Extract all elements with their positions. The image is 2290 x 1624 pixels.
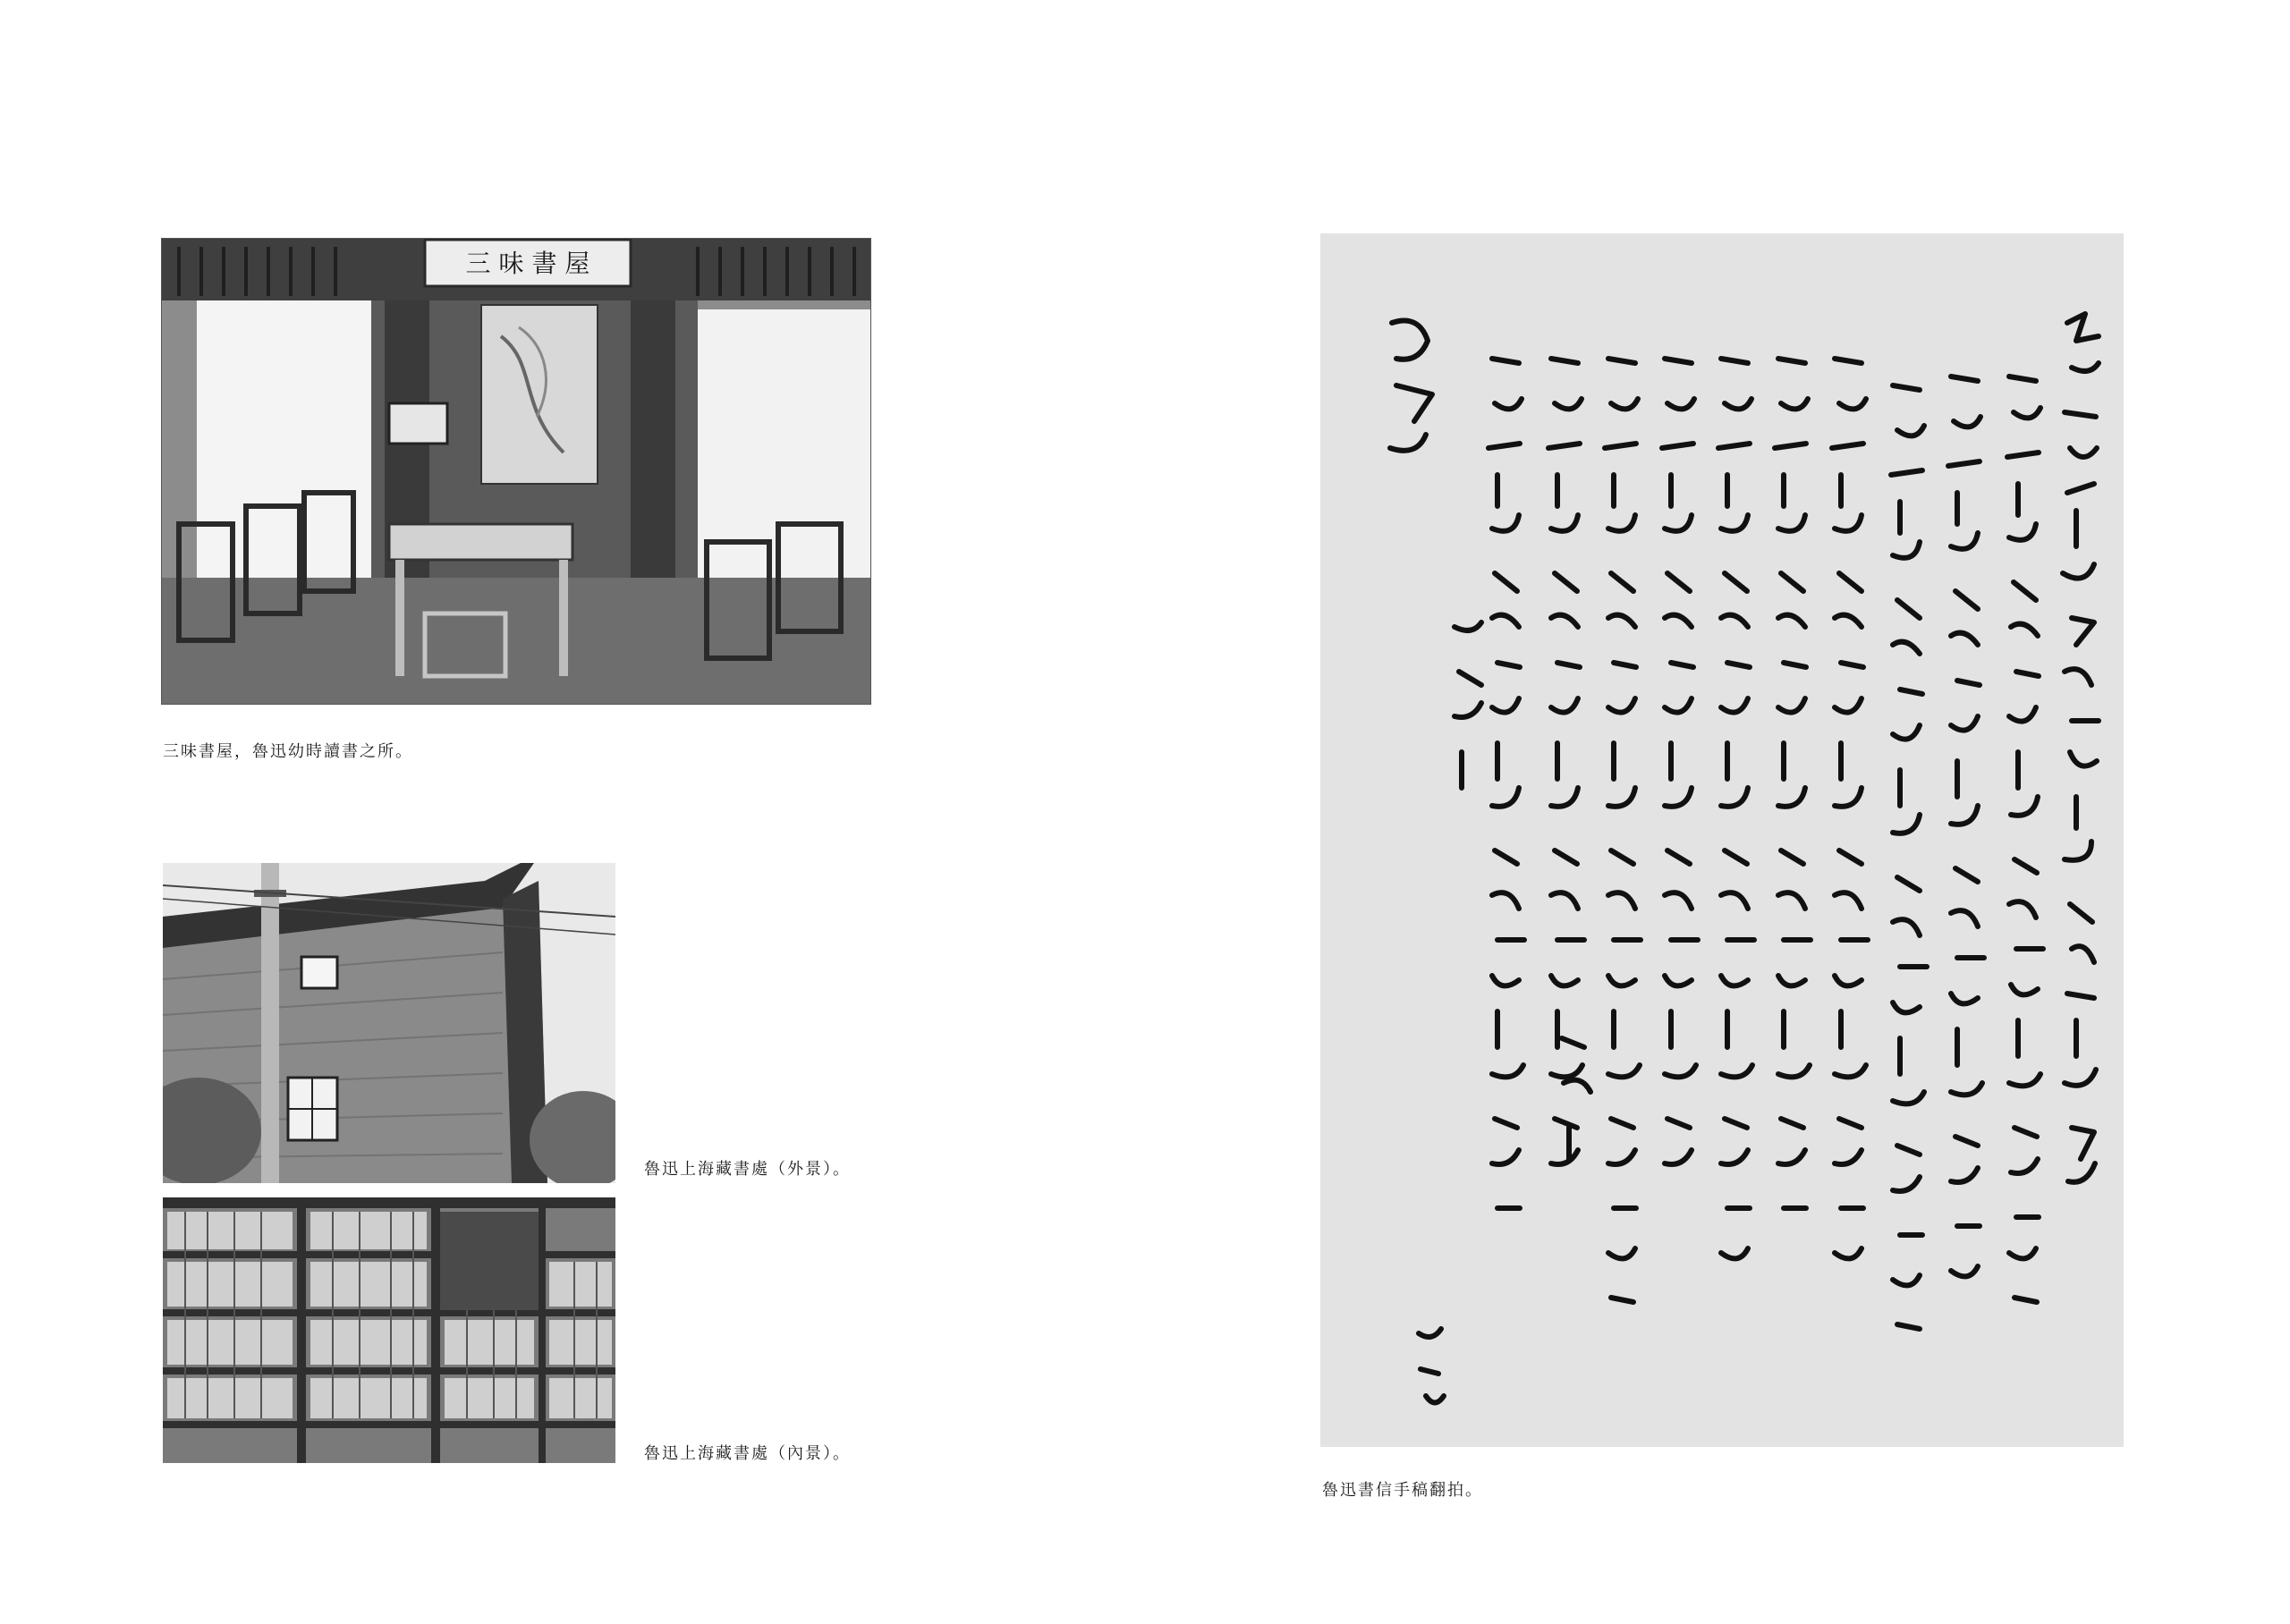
right-page xyxy=(1145,0,2290,1624)
book-storage-interior-caption: 魯迅上海藏書處（內景）。 xyxy=(644,1444,851,1463)
letter-manuscript-caption: 魯迅書信手稿翻拍。 xyxy=(1322,1481,1483,1500)
letter-manuscript-image xyxy=(1320,233,2124,1447)
book-storage-interior-photo xyxy=(163,1197,615,1463)
study-room-image xyxy=(161,238,871,705)
book-storage-exterior-caption: 魯迅上海藏書處（外景）。 xyxy=(644,1160,851,1179)
study-room-photo xyxy=(161,238,871,705)
signboard-text: 三 味 書 屋 xyxy=(465,249,590,278)
study-room-caption: 三味書屋，魯迅幼時讀書之所。 xyxy=(163,742,413,761)
book-storage-exterior-image xyxy=(163,863,615,1183)
book-storage-interior-image xyxy=(163,1197,615,1463)
handwritten-letter xyxy=(1320,233,2124,1447)
book-storage-exterior-photo xyxy=(163,863,615,1183)
